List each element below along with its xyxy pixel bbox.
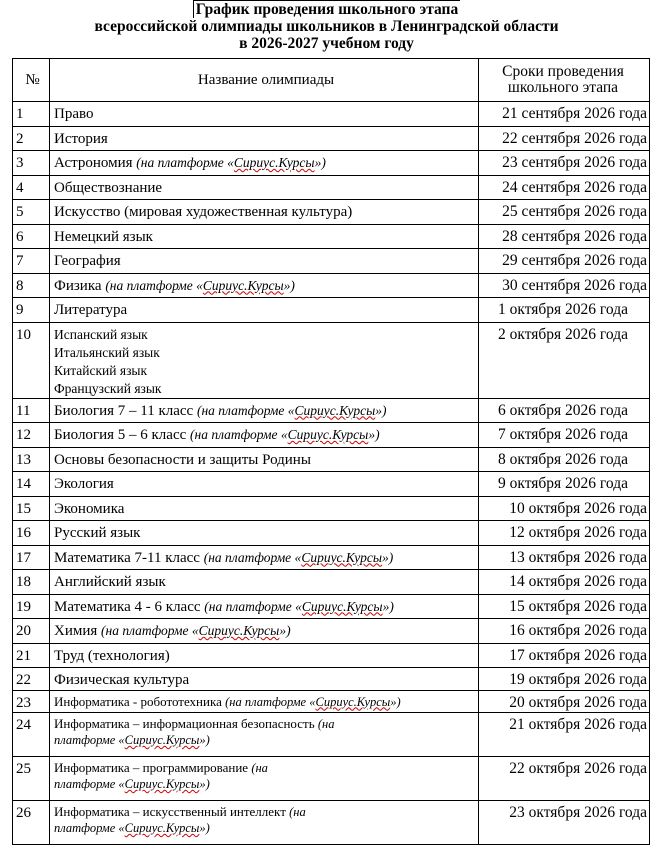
olympiad-title: Химия [54,623,102,639]
olympiad-title: Астрономия [54,155,137,171]
platform-name: Сириус.Курсы [294,402,376,418]
table-row [13,175,650,200]
header-dates: Сроки проведения школьного этапа [479,59,650,102]
olympiad-date: 29 сентября 2026 года [479,249,650,274]
table-row [13,224,650,249]
olympiad-date: 2 октября 2026 года [479,322,650,398]
table-row [13,200,650,225]
row-number: 6 [13,224,50,249]
olympiad-title: Литература [54,302,128,318]
olympiad-date: 24 сентября 2026 года [479,175,650,200]
table-row [13,570,650,595]
schedule-body [13,102,650,845]
olympiad-date: 15 октября 2026 года [479,594,650,619]
platform-note-cont: платформе «Сириус.Курсы») [54,777,210,791]
olympiad-date: 17 октября 2026 года [479,643,650,668]
table-row [13,423,650,448]
platform-note: (на платформе «Сириус.Курсы») [203,549,394,565]
platform-note: (на платформе «Сириус.Курсы») [190,427,380,442]
olympiad-title: Русский язык [54,525,141,541]
olympiad-name [50,496,479,521]
platform-name: Сириус.Курсы [198,623,280,638]
olympiad-name [50,643,479,668]
platform-name: Сириус.Курсы [124,821,200,835]
row-number: 12 [13,423,50,448]
platform-note: (на платформе «Сириус.Курсы») [136,155,326,170]
table-row [13,322,650,398]
olympiad-title: Английский язык [54,574,166,590]
row-number: 7 [13,249,50,274]
olympiad-name [50,398,479,423]
olympiad-title: Информатика – искусственный интеллект [54,804,290,819]
row-number: 14 [13,472,50,497]
olympiad-name [50,249,479,274]
olympiad-date: 21 октября 2026 года [479,713,650,757]
olympiad-title: Биология 5 – 6 класс [54,427,191,443]
olympiad-date: 21 сентября 2026 года [479,102,650,127]
platform-note: (на платформе «Сириус.Курсы») [101,623,291,638]
table-row [13,668,650,691]
olympiad-title: Экология [54,476,114,492]
olympiad-date: 8 октября 2026 года [479,447,650,472]
olympiad-date: 22 октября 2026 года [479,757,650,801]
row-number: 17 [13,545,50,570]
title-line-3: в 2026-2027 учебном году [239,35,414,52]
row-number: 20 [13,619,50,644]
platform-name: Сириус.Курсы [301,598,383,614]
olympiad-name [50,472,479,497]
olympiad-title: Информатика – информационная безопасность [54,716,318,731]
olympiad-title: Искусство (мировая художественная культура) [54,204,353,220]
platform-name: Сириус.Курсы [233,155,315,170]
platform-name: Сириус.Курсы [287,427,369,442]
platform-note: (на [251,761,268,775]
olympiad-date: 23 октября 2026 года [479,801,650,845]
olympiad-name [50,298,479,323]
table-row [13,273,650,298]
language-item: Итальянский язык [54,344,160,360]
platform-name: Сириус.Курсы [315,694,391,709]
platform-name: Сириус.Курсы [301,549,383,565]
table-row [13,594,650,619]
table-row [13,801,650,845]
olympiad-date: 22 сентября 2026 года [479,126,650,151]
row-number: 23 [13,690,50,713]
platform-note: (на [317,717,335,731]
olympiad-date: 9 октября 2026 года [479,472,650,497]
olympiad-date: 1 октября 2026 года [479,298,650,323]
olympiad-title: Математика 4 - 6 класс [54,598,205,615]
olympiad-name [50,423,479,448]
header-num: № [13,59,50,102]
olympiad-date: 16 октября 2026 года [479,619,650,644]
table-row [13,102,650,127]
row-number: 3 [13,151,50,176]
row-number: 13 [13,447,50,472]
olympiad-name [50,200,479,225]
platform-note: (на платформе «Сириус.Курсы») [225,694,401,709]
olympiad-date: 20 октября 2026 года [479,690,650,713]
olympiad-title: Труд (технология) [54,647,170,664]
olympiad-title: Физическая культура [54,672,190,688]
olympiad-title: Биология 7 – 11 класс [54,402,197,419]
row-number: 25 [13,757,50,801]
row-number: 8 [13,273,50,298]
platform-note-cont: платформе «Сириус.Курсы») [54,821,210,835]
olympiad-date: 12 октября 2026 года [479,521,650,546]
table-row [13,398,650,423]
olympiad-title: Обществознание [54,179,163,196]
olympiad-name [50,619,479,644]
olympiad-title: Информатика - робототехника [54,693,226,709]
row-number: 11 [13,398,50,423]
row-number: 22 [13,668,50,691]
row-number: 4 [13,175,50,200]
olympiad-date: 6 октября 2026 года [479,398,650,423]
olympiad-date: 14 октября 2026 года [479,570,650,595]
header-name: Название олимпиады [50,59,479,102]
olympiad-name [50,102,479,127]
olympiad-name [50,570,479,595]
table-row [13,298,650,323]
olympiad-name [50,668,479,691]
olympiad-name [50,801,479,845]
olympiad-name [50,322,479,398]
title-line-1: График проведения школьного этапа [193,0,460,18]
olympiad-date: 7 октября 2026 года [479,423,650,448]
table-row [13,249,650,274]
table-row [13,690,650,713]
olympiad-title: История [54,130,108,147]
olympiad-title: География [54,253,121,269]
language-item: Китайский язык [54,362,148,378]
table-row [13,447,650,472]
olympiad-name [50,224,479,249]
olympiad-title: Информатика – программирование [54,760,252,775]
platform-note: (на [289,805,306,819]
platform-note-cont: платформе «Сириус.Курсы») [54,733,210,747]
olympiad-date: 23 сентября 2026 года [479,151,650,176]
platform-note: (на платформе «Сириус.Курсы») [204,598,394,614]
schedule-table [12,58,650,845]
olympiad-name [50,545,479,570]
olympiad-name [50,757,479,801]
olympiad-title: Физика [54,277,106,294]
language-item: Испанский язык [54,326,148,342]
olympiad-name [50,126,479,151]
olympiad-name [50,521,479,546]
row-number: 24 [13,713,50,757]
table-row [13,713,650,757]
olympiad-title: Математика 7-11 класс [54,549,204,566]
platform-note: (на платформе «Сириус.Курсы») [196,402,387,418]
platform-note: (на платформе «Сириус.Курсы») [105,277,295,293]
row-number: 19 [13,594,50,619]
olympiad-date: 30 сентября 2026 года [479,273,650,298]
table-row [13,472,650,497]
row-number: 10 [13,322,50,398]
title-line-2: всероссийской олимпиады школьников в Ленинградской области [94,18,559,35]
platform-name: Сириус.Курсы [124,733,200,747]
table-row [13,619,650,644]
table-row [13,126,650,151]
row-number: 21 [13,643,50,668]
row-number: 2 [13,126,50,151]
row-number: 1 [13,102,50,127]
olympiad-date: 13 октября 2026 года [479,545,650,570]
olympiad-name [50,594,479,619]
document-title [0,0,653,52]
table-row [13,545,650,570]
table-row [13,643,650,668]
olympiad-title: Экономика [54,500,125,517]
row-number: 9 [13,298,50,323]
olympiad-date: 10 октября 2026 года [479,496,650,521]
olympiad-name [50,273,479,298]
olympiad-title: Немецкий язык [54,228,153,245]
olympiad-name [50,175,479,200]
olympiad-title: Право [54,106,94,122]
platform-name: Сириус.Курсы [202,277,284,293]
row-number: 18 [13,570,50,595]
table-row [13,151,650,176]
row-number: 5 [13,200,50,225]
olympiad-date: 19 октября 2026 года [479,668,650,691]
table-row [13,496,650,521]
platform-name: Сириус.Курсы [124,777,200,791]
olympiad-name [50,447,479,472]
olympiad-title: Основы безопасности и защиты Родины [54,451,311,468]
language-item: Французский язык [54,380,162,396]
olympiad-name [50,151,479,176]
olympiad-name [50,690,479,713]
table-row [13,757,650,801]
row-number: 16 [13,521,50,546]
table-row [13,521,650,546]
row-number: 26 [13,801,50,845]
olympiad-date: 28 сентября 2026 года [479,224,650,249]
row-number: 15 [13,496,50,521]
olympiad-name [50,713,479,757]
olympiad-date: 25 сентября 2026 года [479,200,650,225]
